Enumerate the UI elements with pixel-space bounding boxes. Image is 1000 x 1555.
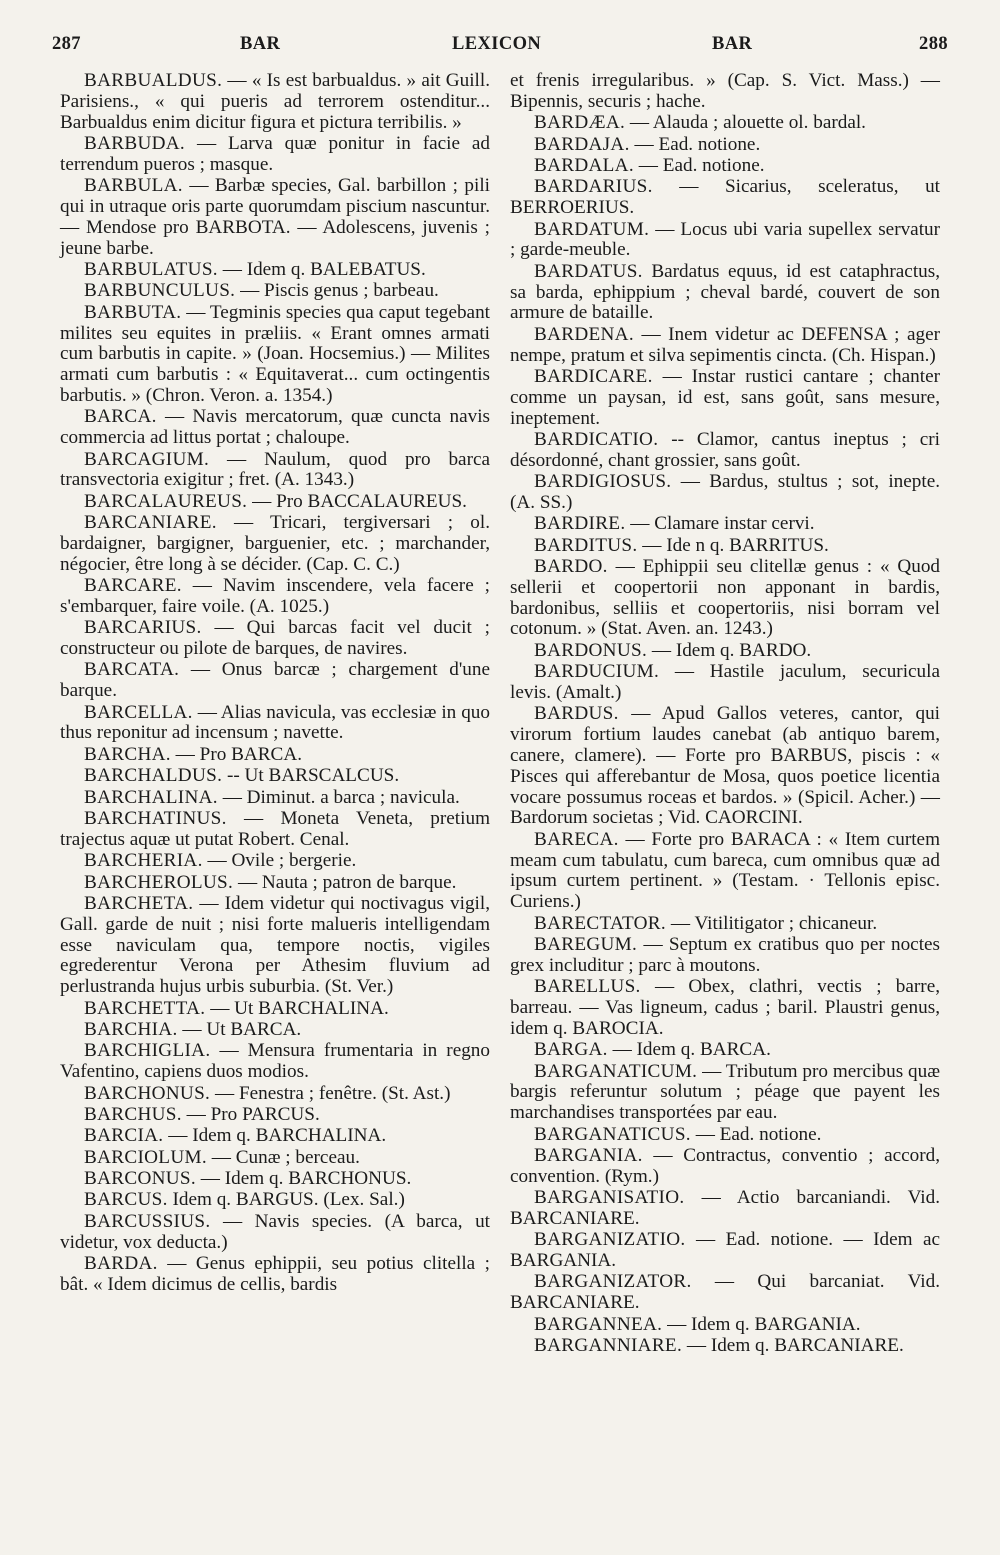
- entry-definition: — Idem q. BARDO.: [651, 639, 812, 661]
- dictionary-entry: [60, 281, 490, 302]
- entry-headword: BARCHALDUS.: [84, 765, 223, 787]
- entry-definition: — Ovile ; bergerie.: [207, 850, 357, 872]
- dictionary-entry: [60, 1041, 490, 1083]
- entry-definition: — Tegminis species qua caput tegebant milites seu equites in præliis. « Erant omnes armati cum barbutis in capite. » (Joan. Hocsemius.) — Milites armati cum barbutis : « Equitaverat... cum octingentis barbutis. » (Chron. Veron. a. 1354.): [60, 301, 490, 406]
- dictionary-entry: [60, 1190, 490, 1211]
- entry-definition: — Ead. notione.: [634, 133, 761, 155]
- dictionary-entry: [60, 1254, 490, 1296]
- entry-headword: BARCALAUREUS.: [84, 490, 248, 512]
- entry-definition: — Ead. notione. — Idem ac BARGANIA.: [510, 1229, 941, 1272]
- entry-headword: BARCIA.: [84, 1125, 164, 1147]
- entry-headword: BARCATA.: [84, 659, 180, 681]
- dictionary-entry: [510, 472, 940, 514]
- entry-headword: BARCHATINUS.: [84, 807, 227, 829]
- dictionary-entry: [60, 1020, 490, 1041]
- left-guide-word: BAR: [240, 34, 281, 54]
- dictionary-entry: [510, 325, 940, 367]
- entry-definition: Bardatus equus, id est cataphractus, sa barda, ephippium ; cheval bardé, couvert de son armure de bataille.: [510, 260, 941, 324]
- dictionary-entry: [510, 514, 940, 535]
- dictionary-entry: [60, 703, 490, 745]
- dictionary-entry: [60, 873, 490, 894]
- entry-headword: BARDO.: [534, 556, 608, 578]
- dictionary-entry: [510, 1062, 940, 1124]
- entry-definition: — Navis species. (A barca, ut videtur, vox deducta.): [60, 1210, 491, 1253]
- dictionary-entry: [60, 1169, 490, 1190]
- dictionary-entry: [60, 809, 490, 851]
- entry-headword: BARGANATICUS.: [534, 1123, 691, 1145]
- entry-definition: — Tricari, tergiversari ; ol. bardaigner, bargigner, barguenier, etc. ; marchander, négocier, être long à se décider. (Cap. C. C.): [60, 512, 490, 575]
- entry-definition: — Tributum pro mercibus quæ bargis referuntur solutum ; péage que payent les marchandises transportées par eau.: [510, 1060, 941, 1124]
- entry-definition: — Navim inscendere, vela facere ; s'embarquer, faire voile. (A. 1025.): [60, 575, 491, 617]
- dictionary-entry: [510, 220, 940, 262]
- entry-headword: BARECTATOR.: [534, 912, 667, 934]
- entry-headword: BARCA.: [84, 406, 157, 428]
- dictionary-entry: [510, 914, 940, 935]
- entry-headword: BARDALA.: [534, 154, 634, 176]
- dictionary-entry: [60, 618, 490, 660]
- entry-headword: BARGANIA.: [534, 1144, 643, 1166]
- dictionary-entry: [510, 1315, 940, 1336]
- dictionary-entry: [510, 977, 940, 1039]
- dictionary-entry: [510, 1230, 940, 1272]
- entry-definition: — Apud Gallos veteres, cantor, qui virorum fortium laudes canebat (ab antiquo barem, canere, clamere). — Forte pro BARBUS, piscis : « Pisces qui afferebantur de Mosa, quos poetice licentia vocare possumus roceas et bardos. » (Spicil. Acher.) — Bardorum societas ; Vid. CAORCINI.: [510, 703, 940, 829]
- entry-definition: — Instar rustici cantare ; chanter comme un paysan, id est, sans goût, sans mesure, ineptement.: [510, 365, 940, 429]
- dictionary-entry: [510, 704, 940, 829]
- entry-headword: BARGANIZATIO.: [534, 1229, 686, 1251]
- dictionary-entry: [510, 367, 940, 429]
- entry-definition: — Moneta Veneta, pretium trajectus aquæ ut putat Robert. Cenal.: [60, 807, 490, 850]
- entry-definition: — Fenestra ; fenêtre. (St. Ast.): [214, 1082, 451, 1104]
- entry-definition: — Mensura frumentaria in regno Vafentino, capiens duos modios.: [60, 1040, 490, 1083]
- dictionary-entry: [510, 135, 940, 156]
- entry-headword: BARBUALDUS.: [84, 70, 223, 91]
- entry-headword: BARGANISATIO.: [534, 1187, 685, 1209]
- left-column: [60, 71, 490, 1296]
- entry-definition: — Ead. notione.: [638, 154, 765, 176]
- entry-headword: BARBUDA.: [84, 132, 186, 154]
- right-page-number: 288: [919, 34, 948, 54]
- entry-definition: — Qui barcas facit vel ducit ; constructeur ou pilote de barques, de navires.: [60, 617, 490, 660]
- entry-headword: BARCHERIA.: [84, 850, 203, 872]
- book-title: LEXICON: [452, 34, 542, 54]
- entry-definition: — Pro PARCUS.: [186, 1103, 320, 1125]
- dictionary-entry: [60, 513, 490, 575]
- dictionary-entry: [60, 788, 490, 809]
- entry-headword: BARELLUS.: [534, 976, 641, 998]
- entry-definition: — Idem q. BARCA.: [612, 1039, 771, 1061]
- entry-definition: — Pro BACCALAUREUS.: [252, 490, 467, 512]
- entry-definition: — Pro BARCA.: [175, 743, 303, 765]
- entry-headword: BARGA.: [534, 1039, 608, 1061]
- entry-definition: — Barbæ species, Gal. barbillon ; pili qui in utraque oris parte quorumdam piscium nascuntur. — Mendose pro BARBOTA. — Adolescens, juvenis ; jeune barbe.: [60, 175, 490, 259]
- dictionary-entry: [510, 830, 940, 913]
- entry-definition: Idem q. BARGUS. (Lex. Sal.): [172, 1189, 405, 1211]
- dictionary-entry: [60, 71, 490, 133]
- entry-headword: BARCHETTA.: [84, 997, 206, 1019]
- entry-definition: et frenis irregularibus. » (Cap. S. Vict. Mass.) — Bipennis, securis ; hache.: [510, 70, 940, 112]
- entry-headword: BARDÆA.: [534, 112, 626, 134]
- entry-headword: BARCHETA.: [84, 892, 194, 914]
- entry-definition: — Inem videtur ac DEFENSA ; ager nempe, pratum et silva sepimentis cincta. (Ch. Hispan.): [510, 323, 941, 366]
- dictionary-entry: [510, 1188, 940, 1230]
- dictionary-entry: [60, 492, 490, 513]
- dictionary-entry: [60, 176, 490, 259]
- entry-definition: — Idem q. BARGANIA.: [667, 1313, 861, 1335]
- entry-headword: BARCUS.: [84, 1189, 168, 1211]
- entry-headword: BARDATUM.: [534, 218, 650, 240]
- entry-definition: — Clamare instar cervi.: [630, 513, 815, 535]
- entry-headword: BARCHA.: [84, 743, 171, 765]
- dictionary-entry: [60, 1212, 490, 1254]
- entry-headword: BARDATUS.: [534, 260, 643, 282]
- entry-definition: — Septum ex cratibus quo per noctes grex includitur ; parc à moutons.: [510, 933, 941, 976]
- entry-headword: BARCHALINA.: [84, 786, 218, 808]
- entry-headword: BARCHEROLUS.: [84, 871, 234, 893]
- dictionary-entry: [510, 662, 940, 704]
- entry-headword: BARCHUS.: [84, 1103, 182, 1125]
- dictionary-entry: [510, 536, 940, 557]
- entry-definition: — Ut BARCHALINA.: [210, 997, 389, 1019]
- entry-headword: BARBULA.: [84, 175, 183, 197]
- entry-headword: BARCHIGLIA.: [84, 1040, 211, 1062]
- entry-definition: — Obex, clathri, vectis ; barre, barreau. — Vas ligneum, cadus ; baril. Plaustri genus, idem q. BAROCIA.: [510, 976, 941, 1039]
- dictionary-entry: [60, 407, 490, 449]
- dictionary-entry: [510, 430, 940, 472]
- entry-headword: BARBUTA.: [84, 301, 182, 323]
- running-header: [52, 34, 948, 60]
- entry-headword: BARCARE.: [84, 575, 182, 597]
- entry-definition: — Actio barcaniandi. Vid. BARCANIARE.: [510, 1187, 941, 1229]
- entry-definition: — Navis mercatorum, quæ cuncta navis commercia ad littus portat ; chaloupe.: [60, 406, 491, 449]
- entry-headword: BARCONUS.: [84, 1168, 196, 1190]
- entry-definition: — Idem videtur qui noctivagus vigil, Gall. garde de nuit ; nisi forte malueris intelligendam esse naviculam qua, tempore noctis, vigiles egrederentur Verona per Athesim fluvium ad perlustranda hujus urbis suburbia. (St. Ver.): [60, 892, 491, 998]
- entry-headword: BARCAGIUM.: [84, 448, 210, 470]
- entry-headword: BARDIRE.: [534, 513, 626, 535]
- dictionary-entry: [510, 557, 940, 640]
- dictionary-entry: [510, 935, 940, 977]
- entry-definition: — Nauta ; patron de barque.: [237, 871, 457, 893]
- entry-headword: BARCIOLUM.: [84, 1146, 207, 1168]
- entry-definition: — Diminut. a barca ; navicula.: [222, 786, 460, 808]
- dictionary-entry: [60, 1148, 490, 1169]
- entry-headword: BARDICARE.: [534, 365, 653, 387]
- entry-definition: — Locus ubi varia supellex servatur ; garde-meuble.: [510, 218, 941, 261]
- entry-definition: — Bardus, stultus ; sot, inepte. (A. SS.): [510, 471, 941, 513]
- entry-definition: — Larva quæ ponitur in facie ad terrendum pueros ; masque.: [60, 132, 491, 175]
- entry-definition: — Idem q. BARCHONUS.: [200, 1168, 412, 1190]
- entry-definition: — Idem q. BALEBATUS.: [222, 258, 426, 280]
- dictionary-entry: [510, 71, 940, 113]
- entry-definition: — Ephippii seu clitellæ genus : « Quod sellerii et coopertorii non apponant in bardis, bardonibus, selliis et coopertoriis, nisi borram vel cotonum. » (Stat. Aven. an. 1243.): [510, 556, 941, 640]
- entry-headword: BARDITUS.: [534, 534, 638, 556]
- entry-headword: BARDARIUS.: [534, 176, 653, 198]
- entry-definition: — Sicarius, sceleratus, ut BERROERIUS.: [510, 176, 941, 219]
- dictionary-entry: [510, 1040, 940, 1061]
- dictionary-entry: [60, 303, 490, 407]
- entry-headword: BARCANIARE.: [84, 512, 217, 534]
- entry-definition: — Onus barcæ ; chargement d'une barque.: [60, 659, 490, 702]
- entry-definition: — Cunæ ; berceau.: [211, 1146, 360, 1168]
- entry-headword: BAREGUM.: [534, 933, 638, 955]
- entry-definition: — Forte pro BARACA : « Item curtem meam cum tabulatu, cum bareca, cum omnibus quæ ad ipsum curtem pertinent. » (Testam. · Tellonis episc. Curiens.): [510, 828, 940, 913]
- entry-definition: — Ut BARCA.: [182, 1018, 302, 1040]
- entry-headword: BARGANNIARE.: [534, 1335, 683, 1357]
- dictionary-entry: [60, 851, 490, 872]
- entry-headword: BARDAJA.: [534, 133, 630, 155]
- dictionary-entry: [60, 999, 490, 1020]
- entry-headword: BARCELLA.: [84, 701, 193, 723]
- dictionary-entry: [510, 1336, 940, 1357]
- dictionary-entry: [60, 766, 490, 787]
- dictionary-entry: [60, 1084, 490, 1105]
- entry-definition: — Ead. notione.: [695, 1123, 822, 1145]
- entry-headword: BARCARIUS.: [84, 617, 202, 639]
- entry-headword: BARCHIA.: [84, 1018, 178, 1040]
- entry-headword: BARDONUS.: [534, 639, 648, 661]
- dictionary-entry: [510, 156, 940, 177]
- entry-definition: — Vitilitigator ; chicaneur.: [670, 912, 878, 934]
- entry-definition: — Qui barcaniat. Vid. BARCANIARE.: [510, 1271, 940, 1314]
- entry-headword: BARDUCIUM.: [534, 661, 660, 683]
- dictionary-entry: [510, 1125, 940, 1146]
- entry-headword: BARDENA.: [534, 323, 634, 345]
- dictionary-entry: [510, 113, 940, 134]
- dictionary-entry: [60, 660, 490, 702]
- entry-definition: — Idem q. BARCANIARE.: [686, 1335, 904, 1357]
- entry-definition: — Ide n q. BARRITUS.: [642, 534, 829, 556]
- left-page-number: 287: [52, 34, 81, 54]
- entry-headword: BARBULATUS.: [84, 258, 218, 280]
- entry-definition: — Alias navicula, vas ecclesiæ in quo thus reponitur ad incensum ; navette.: [60, 701, 490, 744]
- dictionary-entry: [60, 1105, 490, 1126]
- entry-headword: BARECA.: [534, 828, 619, 850]
- entry-definition: — Piscis genus ; barbeau.: [240, 280, 439, 302]
- dictionary-entry: [510, 177, 940, 219]
- entry-definition: — Naulum, quod pro barca transvectoria exigitur ; fret. (A. 1343.): [60, 448, 491, 491]
- entry-headword: BARDUS.: [534, 703, 619, 725]
- entry-definition: — Alauda ; alouette ol. bardal.: [629, 112, 866, 134]
- dictionary-entry: [60, 894, 490, 998]
- entry-definition: — Genus ephippii, seu potius clitella ; bât. « Idem dicimus de cellis, bardis: [60, 1253, 491, 1295]
- entry-headword: BARDIGIOSUS.: [534, 471, 672, 493]
- right-guide-word: BAR: [712, 34, 753, 54]
- dictionary-entry: [510, 641, 940, 662]
- entry-definition: — Contractus, conventio ; accord, convention. (Rym.): [510, 1144, 940, 1187]
- entry-headword: BARGANATICUM.: [534, 1060, 698, 1082]
- right-column: [510, 71, 940, 1357]
- entry-definition: -- Ut BARSCALCUS.: [226, 765, 400, 787]
- entry-headword: BARGANIZATOR.: [534, 1271, 692, 1293]
- entry-definition: — « Is est barbualdus. » ait Guill. Parisiens., « qui pueris ad terrorem ostenditur... Barbualdus enim dicitur figura et pictura terribilis. »: [60, 70, 490, 133]
- dictionary-entry: [60, 576, 490, 618]
- dictionary-entry: [510, 262, 940, 324]
- entry-headword: BARBUNCULUS.: [84, 280, 236, 302]
- entry-definition: — Hastile jaculum, securicula levis. (Amalt.): [510, 661, 940, 704]
- entry-headword: BARCHONUS.: [84, 1082, 211, 1104]
- entry-definition: — Idem q. BARCHALINA.: [168, 1125, 387, 1147]
- dictionary-entry: [60, 260, 490, 281]
- entry-headword: BARDICATIO.: [534, 428, 659, 450]
- dictionary-entry: [60, 450, 490, 492]
- dictionary-entry: [510, 1272, 940, 1314]
- entry-headword: BARDA.: [84, 1253, 158, 1275]
- entry-definition: -- Clamor, cantus ineptus ; cri désordonné, chant grossier, sans goût.: [510, 428, 941, 471]
- dictionary-entry: [60, 134, 490, 176]
- dictionary-entry: [60, 745, 490, 766]
- entry-headword: BARCUSSIUS.: [84, 1210, 211, 1232]
- dictionary-entry: [510, 1146, 940, 1188]
- dictionary-entry: [60, 1126, 490, 1147]
- entry-headword: BARGANNEA.: [534, 1313, 663, 1335]
